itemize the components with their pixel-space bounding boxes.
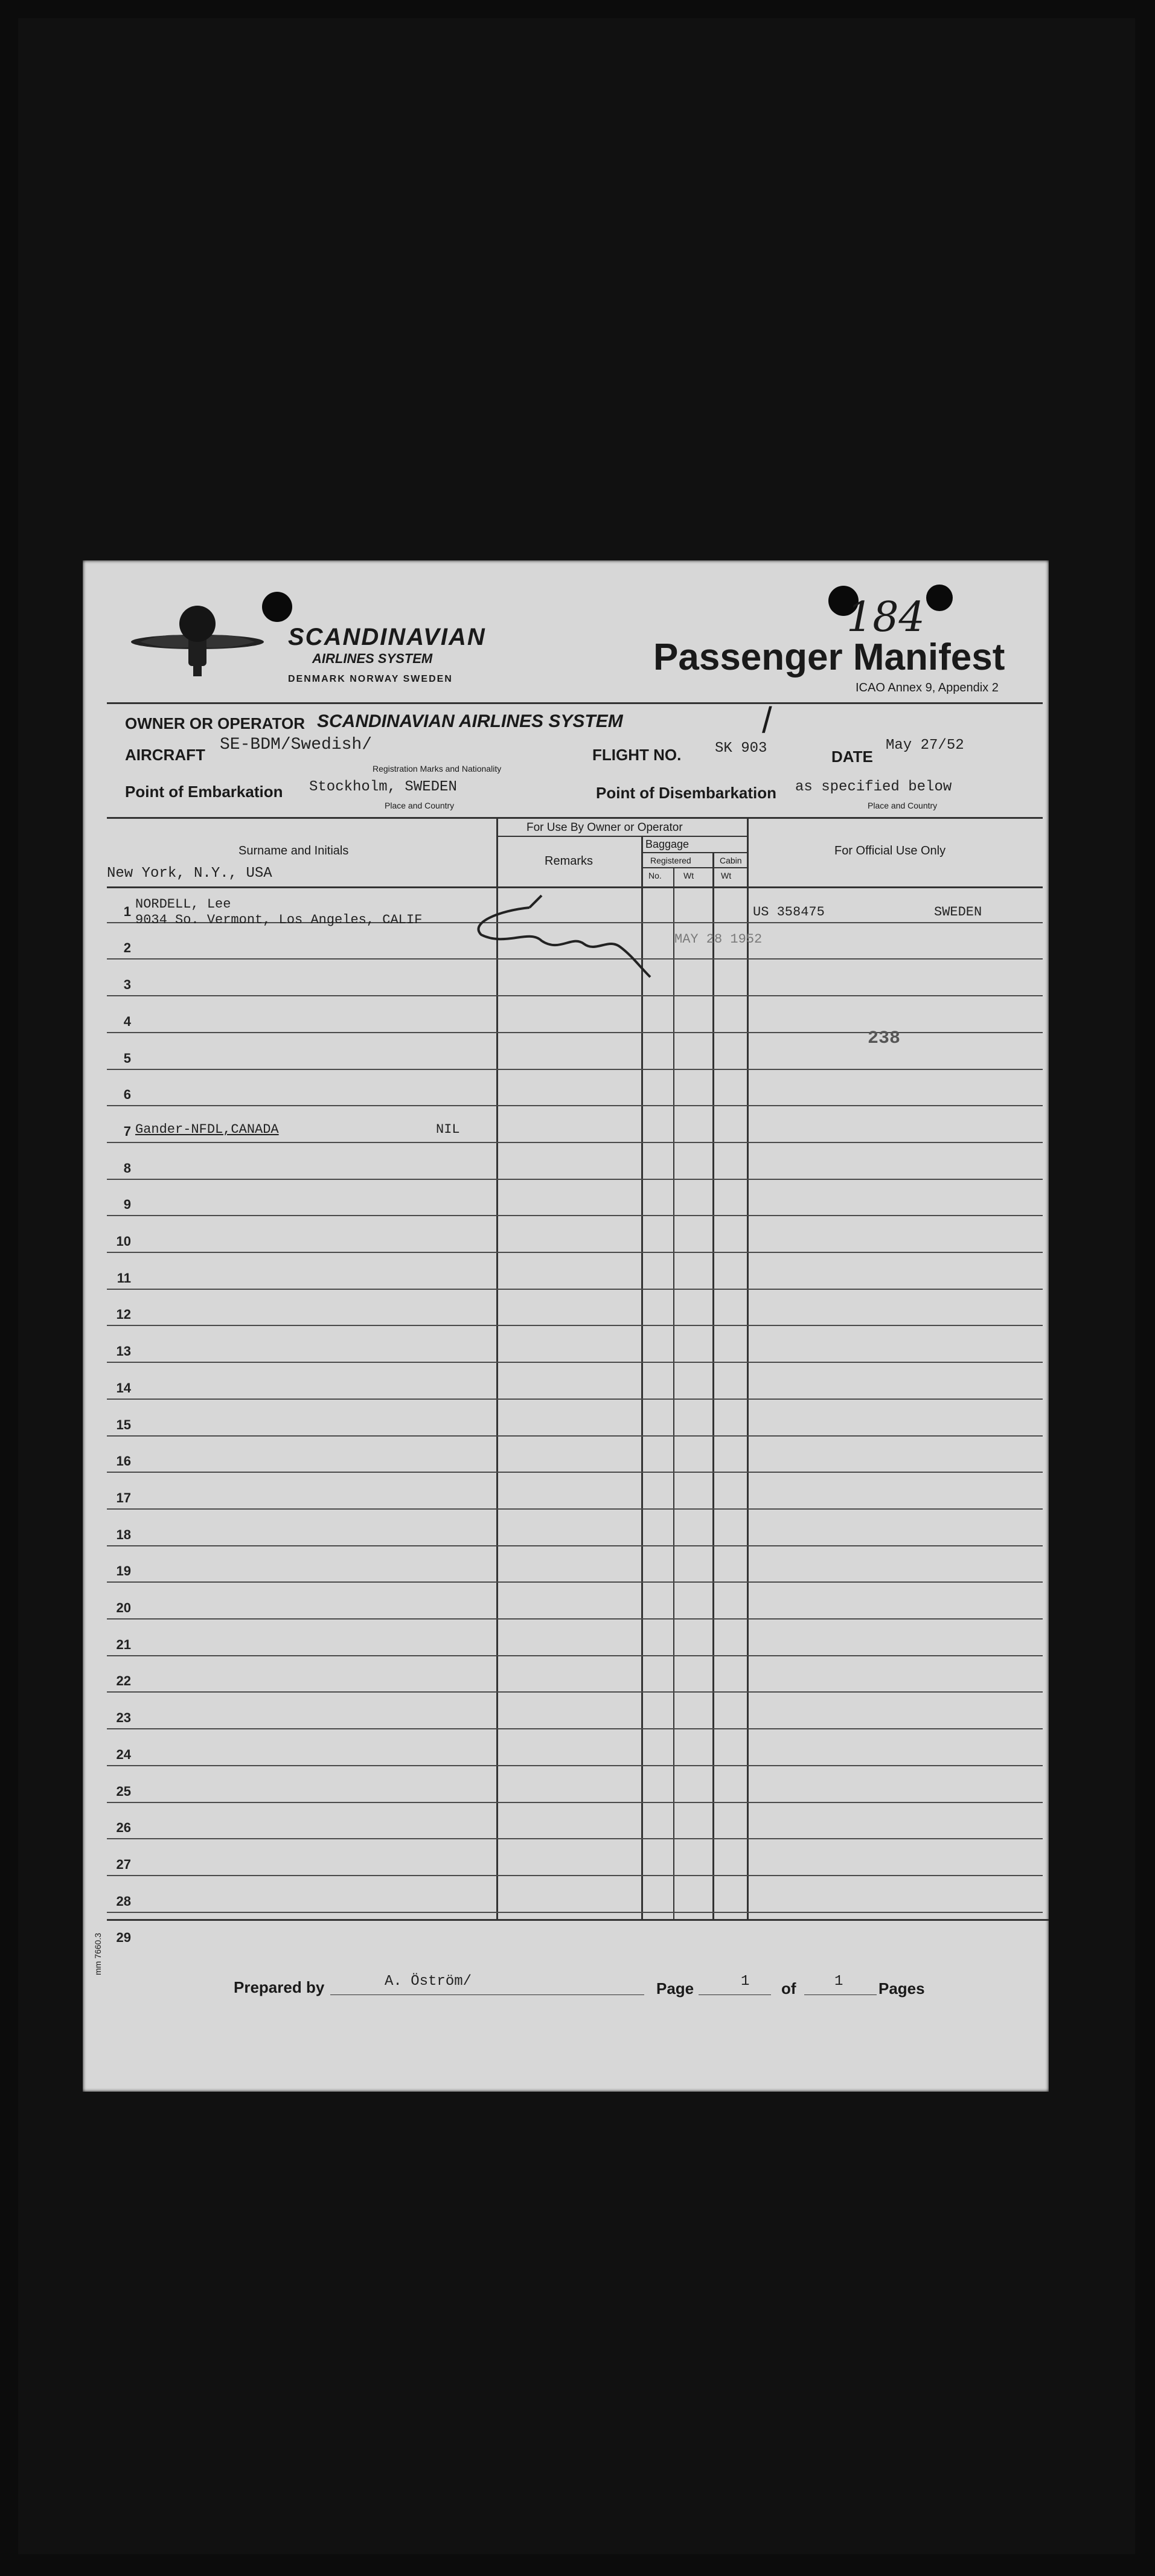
table-row-line <box>107 1691 1043 1693</box>
cabin-header: Cabin <box>720 856 742 865</box>
airline-subtitle: AIRLINES SYSTEM <box>312 651 433 666</box>
passenger-address: 9034 So. Vermont, Los Angeles, CALIF <box>135 912 423 928</box>
row-number: 6 <box>123 1087 131 1103</box>
handwritten-number: 184 <box>846 594 925 641</box>
row-number: 23 <box>116 1710 131 1726</box>
baggage-divider <box>641 852 747 853</box>
row-number: 13 <box>116 1344 131 1359</box>
disembarkation-label: Point of Disembarkation <box>596 784 777 802</box>
disembarkation-caption: Place and Country <box>868 801 938 810</box>
form-title: Passenger Manifest <box>653 636 1005 678</box>
manifest-form <box>83 560 1049 2092</box>
embarkation-caption: Place and Country <box>385 801 455 810</box>
official-use-header: For Official Use Only <box>834 844 946 857</box>
row-number: 1 <box>123 903 131 919</box>
surname-header: Surname and Initials <box>238 844 349 857</box>
page-value: 1 <box>741 1973 750 1990</box>
table-row-line <box>107 1838 1043 1839</box>
row-number: 2 <box>123 940 131 956</box>
flight-label: FLIGHT NO. <box>592 746 682 764</box>
of-value: 1 <box>834 1973 843 1990</box>
flight-value: SK 903 <box>715 740 767 757</box>
column-divider <box>673 867 674 1919</box>
row-number: 25 <box>116 1783 131 1799</box>
row-number: 3 <box>123 977 131 993</box>
table-row-line <box>107 1215 1043 1216</box>
owner-value: SCANDINAVIAN AIRLINES SYSTEM <box>317 711 623 731</box>
page-label: Page <box>656 1979 694 1998</box>
table-row-line <box>107 1545 1043 1546</box>
punch-hole <box>926 585 953 611</box>
table-row-line <box>107 1032 1043 1033</box>
registered-header: Registered <box>650 856 691 865</box>
row-number: 10 <box>116 1234 131 1249</box>
row-number: 5 <box>123 1050 131 1066</box>
remarks-signature <box>457 886 656 995</box>
destination-heading: New York, N.Y., USA <box>107 865 272 882</box>
table-row-line <box>107 1179 1043 1180</box>
wt-header: Wt <box>683 871 694 880</box>
row-number: 26 <box>116 1820 131 1836</box>
table-row-line <box>107 1875 1043 1876</box>
passenger-country: SWEDEN <box>934 905 982 920</box>
table-row-line <box>107 1472 1043 1473</box>
disembarkation-value: as specified below <box>795 779 952 795</box>
table-row-line <box>107 1142 1043 1143</box>
row-number: 16 <box>116 1453 131 1469</box>
row-number: 27 <box>116 1856 131 1872</box>
embarkation-value: Stockholm, SWEDEN <box>309 779 457 795</box>
official-stamp-number: 238 <box>868 1028 901 1049</box>
table-row-line <box>107 1728 1043 1729</box>
table-row-line <box>107 1105 1043 1106</box>
table-row-line <box>107 1618 1043 1620</box>
row-number: 4 <box>123 1013 131 1029</box>
table-row-line <box>107 1325 1043 1326</box>
owner-use-header: For Use By Owner or Operator <box>526 821 683 834</box>
table-row-line <box>107 1399 1043 1400</box>
row-number: 11 <box>117 1270 131 1286</box>
table-bottom-border <box>107 1919 1049 1921</box>
row-number: 29 <box>116 1930 131 1946</box>
form-code: mm 7660.3 <box>93 1932 103 1976</box>
row-number: 24 <box>116 1746 131 1762</box>
row-number: 9 <box>123 1197 131 1213</box>
row-number: 19 <box>116 1563 131 1579</box>
embarkation-label: Point of Embarkation <box>125 783 283 801</box>
row-number: 21 <box>116 1636 131 1652</box>
row-number: 20 <box>116 1600 131 1615</box>
row-number: 14 <box>116 1380 131 1395</box>
row-number: 8 <box>123 1160 131 1176</box>
aircraft-value: SE-BDM/Swedish/ <box>220 735 373 754</box>
prepared-by-label: Prepared by <box>234 1978 325 1996</box>
received-date-stamp: MAY 28 1952 <box>674 932 763 947</box>
table-top-border <box>107 817 1043 819</box>
table-row-line <box>107 1802 1043 1803</box>
table-row-line <box>107 1435 1043 1437</box>
of-label: of <box>781 1979 796 1998</box>
table-row-line <box>107 1912 1043 1913</box>
table-row-line <box>107 1252 1043 1253</box>
airline-countries: DENMARK NORWAY SWEDEN <box>288 674 453 684</box>
airline-logo <box>128 597 267 687</box>
row-number: 17 <box>116 1490 131 1505</box>
table-row-line <box>107 1362 1043 1363</box>
pages-label: Pages <box>878 1979 925 1998</box>
no-header: No. <box>648 871 662 880</box>
table-row-line <box>107 1765 1043 1766</box>
date-label: DATE <box>831 748 873 766</box>
icao-reference: ICAO Annex 9, Appendix 2 <box>856 681 999 694</box>
registered-divider <box>641 867 747 868</box>
table-row-line <box>107 1655 1043 1656</box>
of-line <box>804 1994 877 1995</box>
table-row-line <box>107 1581 1043 1583</box>
row-number: 12 <box>116 1307 131 1322</box>
column-divider <box>712 852 714 1919</box>
header-divider <box>107 702 1043 704</box>
aircraft-caption: Registration Marks and Nationality <box>373 764 502 774</box>
row-number: 7 <box>123 1123 131 1139</box>
owner-use-divider <box>496 836 747 837</box>
page-line <box>699 1994 771 1995</box>
handwritten-mark: / <box>762 700 772 740</box>
owner-label: OWNER OR OPERATOR <box>125 714 306 732</box>
row-number: 18 <box>116 1527 131 1542</box>
row-number: 28 <box>116 1893 131 1909</box>
row7-value: NIL <box>436 1122 460 1137</box>
baggage-header: Baggage <box>645 838 689 850</box>
table-row-line <box>107 995 1043 996</box>
date-value: May 27/52 <box>886 737 964 754</box>
row7-place: Gander-NFDL,CANADA <box>135 1122 279 1137</box>
prepared-by-value: A. Öström/ <box>385 1973 472 1990</box>
prepared-by-line <box>330 1994 644 1995</box>
aircraft-label: AIRCRAFT <box>125 746 205 764</box>
table-row-line <box>107 1069 1043 1070</box>
row-number: 22 <box>116 1673 131 1689</box>
table-row-line <box>107 1508 1043 1510</box>
table-row-line <box>107 1289 1043 1290</box>
remarks-header: Remarks <box>545 854 593 868</box>
passenger-official-number: US 358475 <box>753 905 825 920</box>
airline-name: SCANDINAVIAN <box>288 624 486 650</box>
cabin-wt-header: Wt <box>721 871 732 880</box>
row-number: 15 <box>116 1417 131 1432</box>
column-divider <box>747 817 749 1919</box>
column-divider <box>641 836 643 1919</box>
passenger-name: NORDELL, Lee <box>135 897 231 912</box>
